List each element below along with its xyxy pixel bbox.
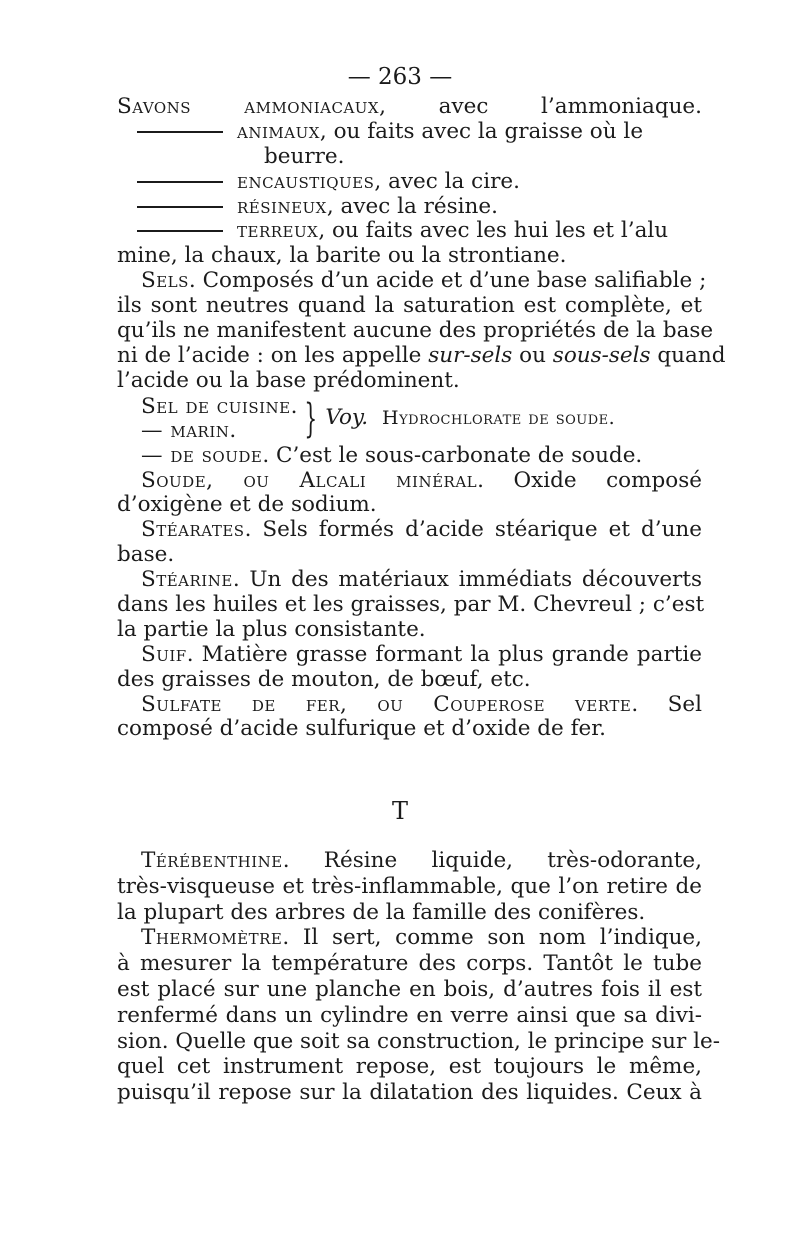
entry-text: . Sel (631, 691, 702, 717)
entry-line: l’acide ou la base prédominent. (117, 367, 460, 393)
entry-line: la partie la plus consistante. (117, 616, 426, 642)
entry-continuation: beurre. (264, 143, 345, 169)
entry-line: ils sont neutres quand la saturation est complète, et (117, 293, 702, 319)
entry-term: Stéarine (141, 567, 233, 593)
entry-terebenthine (117, 848, 702, 874)
ditto-dash (137, 230, 223, 232)
entry-line: très-visqueuse et très-inflammable, que l’on retire de (117, 873, 702, 899)
entry-term: animaux (237, 118, 320, 144)
entry-stearine (117, 568, 702, 593)
glossary-section-t (117, 848, 720, 1106)
glossary-upper-section (117, 94, 726, 742)
brace-glyph: } (304, 395, 318, 442)
entry-text: , avec l’ammoniaque. (379, 94, 702, 119)
entry-text: quand (657, 342, 726, 368)
entry-thermometre (117, 925, 702, 951)
entry-text: , ou faits avec la graisse où le (319, 118, 644, 144)
entry-line (117, 342, 726, 369)
italic-term: sous-sels (552, 342, 651, 368)
italic-term: sur-sels (428, 342, 513, 368)
entry-savons-animaux (117, 120, 702, 145)
entry-continuation: des graisses de mouton, de bœuf, etc. (117, 666, 531, 692)
page-number: — 263 — (347, 64, 453, 90)
entry-term: — marin. (141, 417, 237, 443)
entry-savons-ammoniacaux (117, 95, 702, 120)
entry-line: quel cet instrument repose, est toujours le même, (117, 1054, 702, 1080)
entry-savons-resineux (117, 195, 702, 220)
entry-term: Sel de cuisine. (141, 393, 298, 419)
brace-terms (117, 395, 298, 443)
entry-term: Savons ammoniacaux (117, 94, 380, 119)
cross-reference: Hydrochlorate de soude. (382, 407, 616, 430)
entry-text: , avec la résine. (326, 193, 498, 219)
entry-continuation: composé d’acide sulfurique et d’oxide de fer. (117, 716, 607, 742)
entry-line: la plupart des arbres de la famille des conifères. (117, 899, 646, 925)
entry-text: . Composés d’un acide et d’une base salifiable ; (188, 268, 707, 294)
entry-savons-encaustiques (117, 170, 702, 195)
entry-continuation: base. (117, 542, 175, 568)
ditto-dash (137, 131, 223, 133)
entry-text: ou (519, 342, 546, 368)
entry-sel-cuisine (117, 394, 702, 444)
ditto-dash (137, 181, 223, 183)
entry-text: . Matière grasse formant la plus grande partie (186, 641, 702, 667)
entry-line: est placé sur une planche en bois, d’autres fois il est (117, 976, 702, 1002)
entry-text: . Il sert, comme son nom l’indique, (282, 925, 702, 951)
entry-term: Soude, ou Alcali minéral (141, 467, 478, 493)
entry-text: . Un des matériaux immédiats découverts (232, 567, 702, 593)
entry-line: à mesurer la température des corps. Tantôt le tube (117, 951, 702, 977)
entry-term: — de soude (141, 442, 263, 468)
entry-line: dans les huiles et les graisses, par M. Chevreul ; c’est (117, 592, 705, 618)
entry-text: . C’est le sous-carbonate de soude. (262, 442, 643, 468)
entry-soude (117, 469, 702, 494)
entry-sels (117, 268, 707, 294)
entry-sulfate (117, 693, 702, 718)
entry-line: renfermé dans un cylindre en verre ainsi que sa divi- (117, 1002, 702, 1028)
entry-term: Sulfate de fer, ou Couperose verte (141, 691, 632, 717)
entry-continuation: d’oxigène et de sodium. (117, 492, 377, 518)
entry-term: Térébenthine (141, 848, 283, 873)
ditto-dash (137, 206, 223, 208)
entry-text: , ou faits avec les hui les et l’alu (318, 218, 669, 244)
entry-stearates (117, 518, 702, 543)
entry-term: Thermomètre (141, 925, 283, 951)
entry-term: Sels (141, 268, 189, 294)
entry-line: sion. Quelle que soit sa construction, le principe sur le- (117, 1028, 720, 1054)
entry-text: , avec la cire. (374, 168, 520, 194)
entry-de-soude (117, 444, 702, 469)
entry-text: . Résine liquide, très-odorante, (282, 848, 702, 873)
entry-savons-terreux (117, 219, 702, 244)
section-letter: T (391, 797, 408, 825)
entry-text: . Oxide composé (477, 467, 702, 493)
entry-line: puisqu’il repose sur la dilatation des liquides. Ceux à (117, 1080, 702, 1106)
entry-term: terreux (237, 218, 319, 244)
entry-line: qu’ils ne manifestent aucune des propriétés de la base (117, 318, 714, 344)
entry-suif (117, 643, 702, 668)
entry-continuation: mine, la chaux, la barite ou la strontiane. (117, 243, 567, 269)
entry-term: Suif (141, 641, 187, 667)
voy-label: Voy. (325, 405, 369, 431)
entry-term: Stéarates (141, 517, 245, 543)
entry-term: résineux (237, 193, 327, 219)
entry-term: encaustiques (237, 168, 375, 194)
entry-text: . Sels formés d’acide stéarique et d’une (244, 517, 702, 543)
entry-text: ni de l’acide : on les appelle (117, 342, 422, 368)
